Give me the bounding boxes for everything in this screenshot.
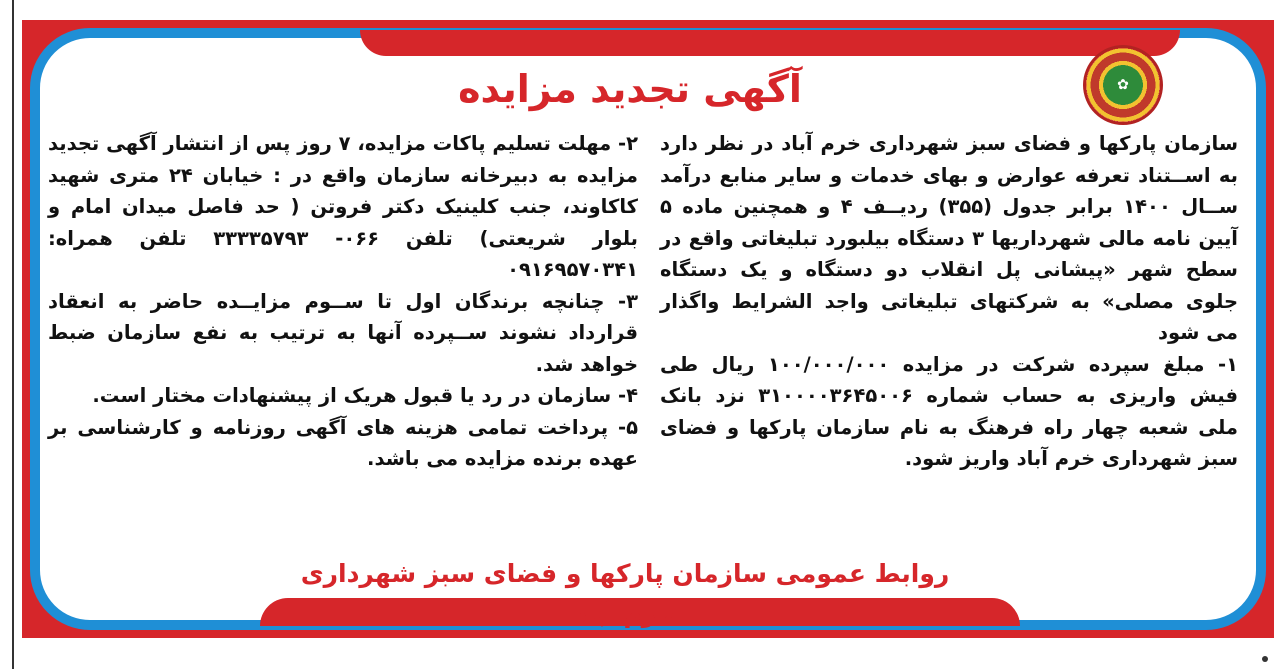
right-column	[660, 128, 1238, 548]
item-5: ۵- پرداخت تمامی هزینه های آگهی روزنامه و کارشناسی بر عهده برنده مزایده می باشد.	[48, 415, 638, 470]
item-1: ۱- مبلغ سپرده شرکت در مزایده ۱۰۰/۰۰۰/۰۰۰ ریال طی فیش واریزی به حساب شماره ۳۱۰۰۰۰۳۶۴۵۰۰۶ نزد بانک ملی شعبه چهار راه فرهنگ به نام سازمان پارکها و فضای سبز شهرداری خرم آباد واریز شود.	[660, 352, 1238, 470]
top-red-band	[360, 30, 1180, 56]
item-4: ۴- سازمان در رد یا قبول هریک از پیشنهادات مختار است.	[92, 384, 638, 407]
corner-mark	[1262, 656, 1268, 662]
item-2: ۲- مهلت تسلیم پاکات مزایده، ۷ روز پس از انتشار آگهی تجدید مزایده به دبیرخانه سازمان واقع در : خیابان ۲۴ متری شهید کاکاوند، جنب کلینیک دکتر فروتن ( حد فاصل میدان امام و بلوار شریعتی) تلفن ۰۶۶- ۳۳۳۳۵۷۹۳ تلفن همراه: ۰۹۱۶۹۵۷۰۳۴۱	[48, 132, 639, 281]
intro-paragraph: سازمان پارکها و فضای سبز شهرداری خرم آباد در نظر دارد به اســتناد تعرفه عوارض و بهای خدمات و سایر منابع درآمد ســال ۱۴۰۰ برابر جدول (۳۵۵) ردیــف ۴ و همچنین ماده ۵ آیین نامه مالی شهرداریها ۳ دستگاه بیلبورد تبلیغاتی واقع در سطح شهر «پیشانی پل انقلاب دو دستگاه و یک دستگاه جلوی مصلی» به شرکتهای تبلیغاتی واجد الشرایط واگذار می شود	[660, 132, 1238, 344]
footer-signature: روابط عمومی سازمان پارکها و فضای سبز شهرداری خرم آباد	[300, 559, 950, 628]
municipality-emblem-icon: ✿	[1086, 48, 1160, 122]
left-column	[48, 128, 638, 548]
ad-title: آگهی تجدید مزایده	[458, 67, 802, 111]
page-edge-rule	[12, 0, 14, 669]
item-3: ۳- چنانچه برندگان اول تا ســوم مزایــده حاضر به انعقاد قرارداد نشوند ســپرده آنها به ترتیب به نفع سازمان ضبط خواهد شد.	[48, 289, 638, 376]
